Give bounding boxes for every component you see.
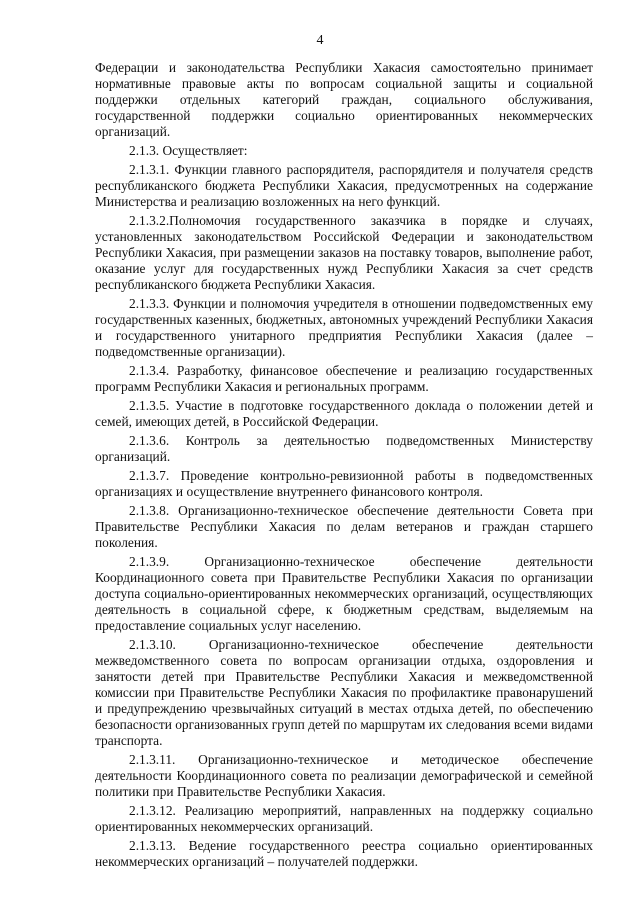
page-number: 4 — [316, 33, 324, 48]
paragraph-2-1-3-8: 2.1.3.8. Организационно-техническое обеспечение деятельности Совета при Правительстве Республики Хакасия по делам ветеранов и граждан старшего поколения. — [95, 503, 593, 550]
paragraph-2-1-3-4: 2.1.3.4. Разработку, финансовое обеспечение и реализацию государственных программ Республики Хакасия и региональных программ. — [95, 363, 593, 394]
paragraph-2-1-3-7: 2.1.3.7. Проведение контрольно-ревизионной работы в подведомственных организациях и осуществление внутреннего финансового контроля. — [95, 468, 593, 499]
paragraph-2-1-3-12: 2.1.3.12. Реализацию мероприятий, направленных на поддержку социально ориентированных некоммерческих организаций. — [95, 803, 593, 834]
document-body — [95, 60, 593, 873]
paragraph-2-1-3-10: 2.1.3.10. Организационно-техническое обеспечение деятельности межведомственного совета по вопросам организации отдыха, оздоровления и занятости детей при Правительстве Республики Хакасия и межведомственной комиссии при Правительстве Республики Хакасия по профилактике правонарушений и предупреждению чрезвычайных ситуаций в местах отдыха детей, по обеспечению безопасности организованных групп детей по маршрутам их следования всеми видами транспорта. — [95, 637, 593, 748]
paragraph-2-1-3-1: 2.1.3.1. Функции главного распорядителя, распорядителя и получателя средств республиканского бюджета Республики Хакасия, предусмотренных на содержание Министерства и реализацию возложенных на него функций. — [95, 162, 593, 209]
paragraph-continuation: Федерации и законодательства Республики Хакасия самостоятельно принимает нормативные правовые акты по вопросам социальной защиты и социальной поддержки отдельных категорий граждан, социального обслуживания, государственной поддержки социально ориентированных некоммерческих организаций. — [95, 60, 593, 139]
paragraph-2-1-3-11: 2.1.3.11. Организационно-техническое и методическое обеспечение деятельности Координационного совета по реализации демографической и семейной политики при Правительстве Республики Хакасия. — [95, 752, 593, 799]
paragraph-2-1-3-9: 2.1.3.9. Организационно-техническое обеспечение деятельности Координационного совета при Правительстве Республики Хакасия по организации доступа социально-ориентированных некоммерческих организаций, осуществляющих деятельность в социальной сфере, к бюджетным средствам, выделяемым на предоставление социальных услуг населению. — [95, 554, 593, 633]
paragraph-2-1-3-2: 2.1.3.2.Полномочия государственного заказчика в порядке и случаях, установленных законодательством Российской Федерации и законодательством Республики Хакасия, при размещении заказов на поставку товаров, выполнение работ, оказание услуг для государственных нужд Республики Хакасия за счет средств республиканского бюджета Республики Хакасия. — [95, 213, 593, 292]
paragraph-2-1-3: 2.1.3. Осуществляет: — [129, 143, 248, 158]
paragraph-2-1-3-6: 2.1.3.6. Контроль за деятельностью подведомственных Министерству организаций. — [95, 433, 593, 464]
paragraph-2-1-3-13: 2.1.3.13. Ведение государственного реестра социально ориентированных некоммерческих организаций – получателей поддержки. — [95, 838, 593, 869]
paragraph-2-1-3-3: 2.1.3.3. Функции и полномочия учредителя в отношении подведомственных ему государственных казенных, бюджетных, автономных учреждений Республики Хакасия и государственного унитарного предприятия Республики Хакасия (далее – подведомственные организации). — [95, 296, 593, 359]
paragraph-2-1-3-5: 2.1.3.5. Участие в подготовке государственного доклада о положении детей и семей, имеющих детей, в Российской Федерации. — [95, 398, 593, 429]
